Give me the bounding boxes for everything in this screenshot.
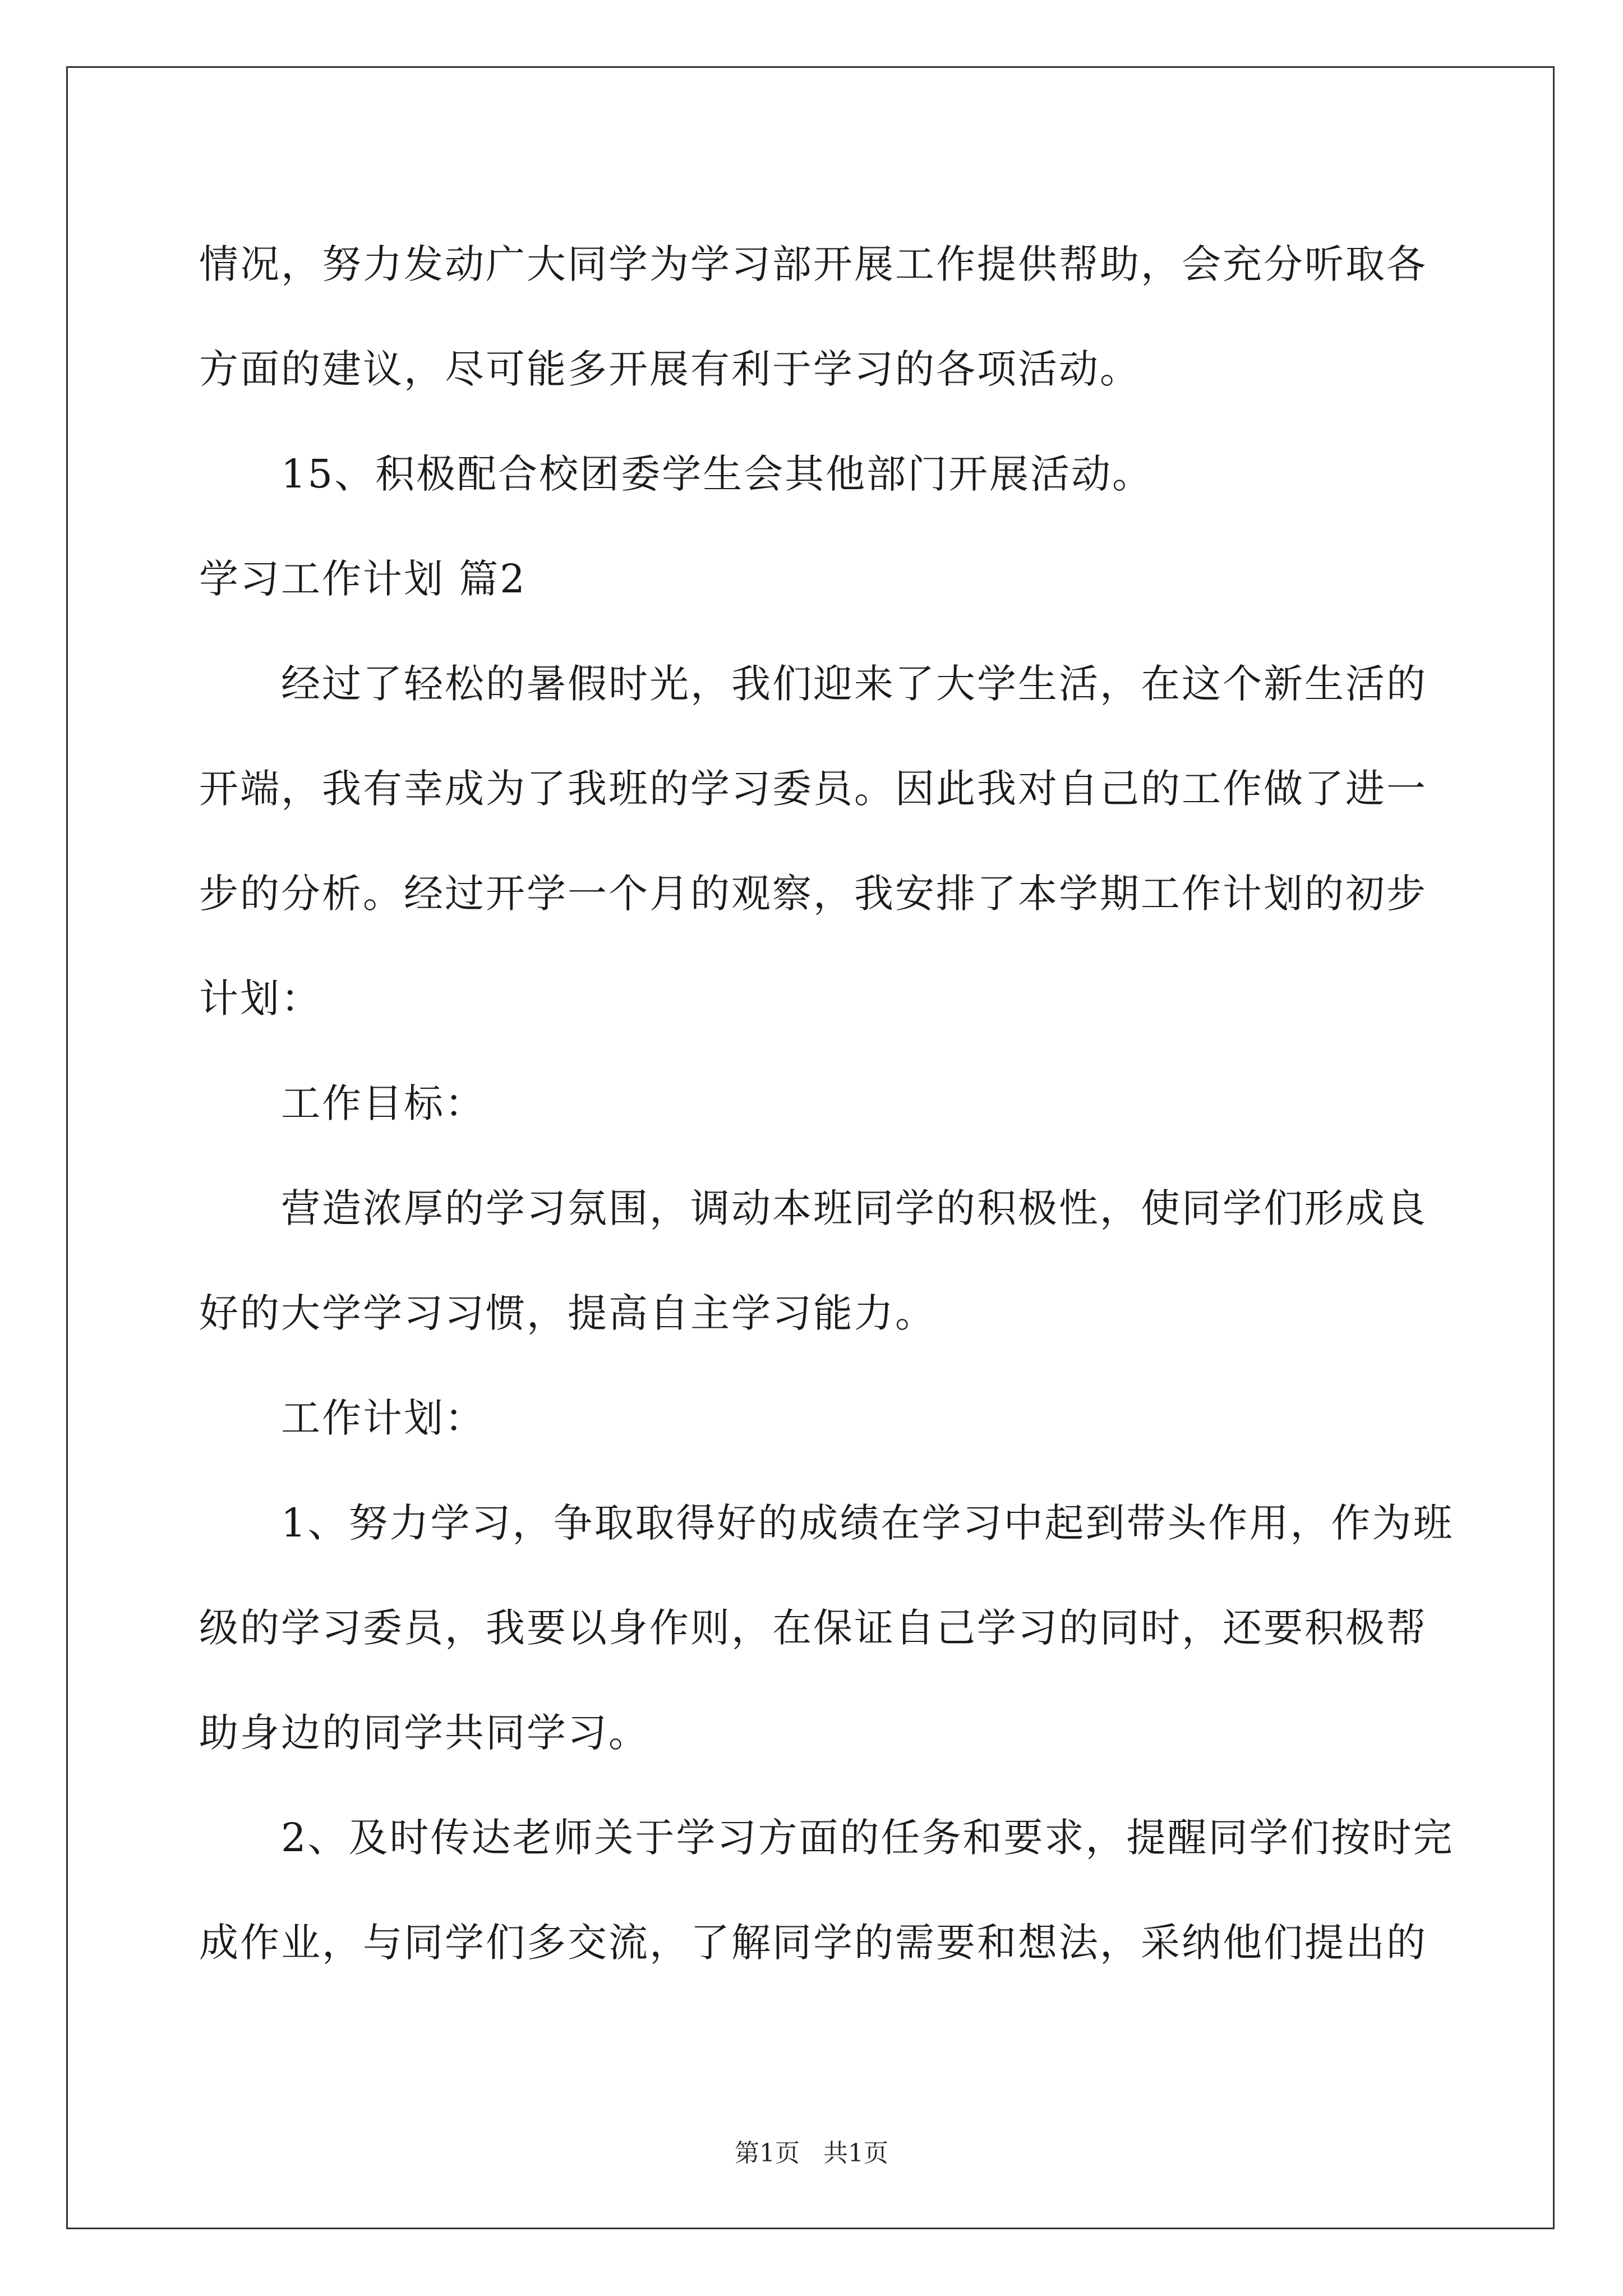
text-line: 15、积极配合校团委学生会其他部门开展活动。: [281, 451, 1154, 497]
section-heading: [199, 527, 1427, 632]
text-line: 1、努力学习，争取取得好的成绩在学习中起到带头作用，作为班: [281, 1500, 1454, 1546]
paragraph-8: [199, 1471, 1454, 1786]
document-body: [199, 212, 1454, 1995]
text-line: 营造浓厚的学习氛围，调动本班同学的积极性，使同学们形成良: [281, 1185, 1427, 1231]
text-line: 工作计划：: [281, 1395, 486, 1441]
text-line: 工作目标：: [281, 1080, 486, 1126]
paragraph-7: [199, 1366, 1427, 1471]
text-line: 级的学习委员，我要以身作则，在保证自己学习的同时，还要积极帮: [199, 1605, 1427, 1651]
text-line: 成作业，与同学们多交流，了解同学的需要和想法，采纳他们提出的: [199, 1920, 1427, 1966]
heading-text: 学习工作计划 篇2: [199, 556, 527, 602]
paragraph-5: [199, 1051, 1427, 1156]
text-line: 计划：: [199, 976, 322, 1022]
text-line: 助身边的同学共同学习。: [199, 1710, 649, 1756]
text-line: 好的大学学习习惯，提高自主学习能力。: [199, 1290, 936, 1336]
text-line: 2、及时传达老师关于学习方面的任务和要求，提醒同学们按时完: [281, 1815, 1454, 1861]
text-line: 开端，我有幸成为了我班的学习委员。因此我对自己的工作做了进一: [199, 766, 1427, 812]
text-line: 情况，努力发动广大同学为学习部开展工作提供帮助，会充分听取各: [199, 241, 1427, 287]
page-number: 第1页: [735, 2139, 800, 2168]
paragraph-6: [199, 1156, 1427, 1366]
text-line: 经过了轻松的暑假时光，我们迎来了大学生活，在这个新生活的: [281, 661, 1427, 707]
paragraph-9: [199, 1786, 1454, 1995]
paragraph-4: [199, 632, 1427, 1051]
page-total: 共1页: [823, 2139, 888, 2168]
page-footer: [0, 2133, 1623, 2169]
text-line: 步的分析。经过开学一个月的观察，我安排了本学期工作计划的初步: [199, 871, 1427, 917]
paragraph-2: [199, 422, 1427, 527]
paragraph-1: [199, 212, 1427, 422]
text-line: 方面的建议，尽可能多开展有利于学习的各项活动。: [199, 346, 1141, 392]
